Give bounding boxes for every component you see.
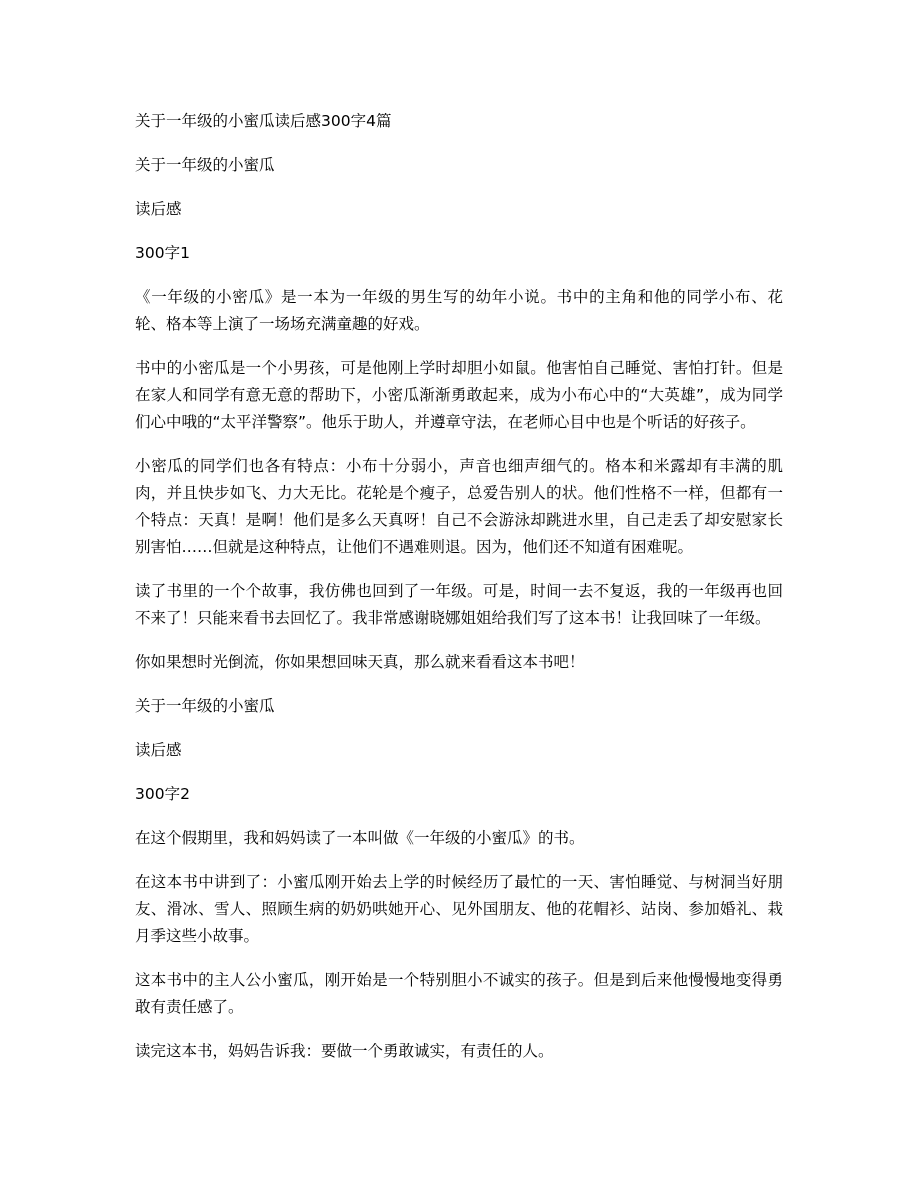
paragraph: 300字1 xyxy=(135,244,190,262)
paragraph: 读了书里的一个个故事，我仿佛也回到了一年级。可是，时间一去不复返，我的一年级再也回不来了！只能来看书去回忆了。我非常感谢晓娜姐姐给我们写了这本书！让我回味了一年级。 xyxy=(135,582,783,627)
document-page xyxy=(135,108,783,1082)
paragraph: 小密瓜的同学们也各有特点：小布十分弱小，声音也细声细气的。格本和米露却有丰满的肌肉，并且快步如飞、力大无比。花轮是个瘦子，总爱告别人的状。他们性格不一样，但都有一个特点：天真！是啊！他们是多么天真呀！自己不会游泳却跳进水里，自己走丢了却安慰家长别害怕……但就是这种特点，让他们不遇难则退。因为，他们还不知道有困难呢。 xyxy=(135,457,783,556)
paragraph: 在这本书中讲到了：小蜜瓜刚开始去上学的时候经历了最忙的一天、害怕睡觉、与树洞当好朋友、滑冰、雪人、照顾生病的奶奶哄她开心、见外国朋友、他的花帽衫、站岗、参加婚礼、栽月季这些小故事。 xyxy=(135,873,783,945)
paragraph: 关于一年级的小蜜瓜 xyxy=(135,697,275,715)
paragraph: 读后感 xyxy=(135,741,182,759)
paragraph: 读完这本书，妈妈告诉我：要做一个勇敢诚实，有责任的人。 xyxy=(135,1042,554,1060)
paragraph: 读后感 xyxy=(135,200,182,218)
paragraph: 关于一年级的小蜜瓜 xyxy=(135,156,275,174)
paragraph: 《一年级的小密瓜》是一本为一年级的男生写的幼年小说。书中的主角和他的同学小布、花轮、格本等上演了一场场充满童趣的好戏。 xyxy=(135,288,783,333)
paragraph: 你如果想时光倒流，你如果想回味天真，那么就来看看这本书吧！ xyxy=(135,653,585,671)
paragraph: 300字2 xyxy=(135,785,190,803)
paragraph: 书中的小密瓜是一个小男孩，可是他刚上学时却胆小如鼠。他害怕自己睡觉、害怕打针。但是在家人和同学有意无意的帮助下，小密瓜渐渐勇敢起来，成为小布心中的“大英雄”，成为同学们心中哦的“太平洋警察”。他乐于助人，并遵章守法，在老师心目中也是个听话的好孩子。 xyxy=(135,359,783,431)
paragraph: 这本书中的主人公小蜜瓜，刚开始是一个特别胆小不诚实的孩子。但是到后来他慢慢地变得勇敢有责任感了。 xyxy=(135,971,783,1016)
document-title: 关于一年级的小蜜瓜读后感300字4篇 xyxy=(135,112,392,130)
paragraph: 在这个假期里，我和妈妈读了一本叫做《一年级的小蜜瓜》的书。 xyxy=(135,829,585,847)
